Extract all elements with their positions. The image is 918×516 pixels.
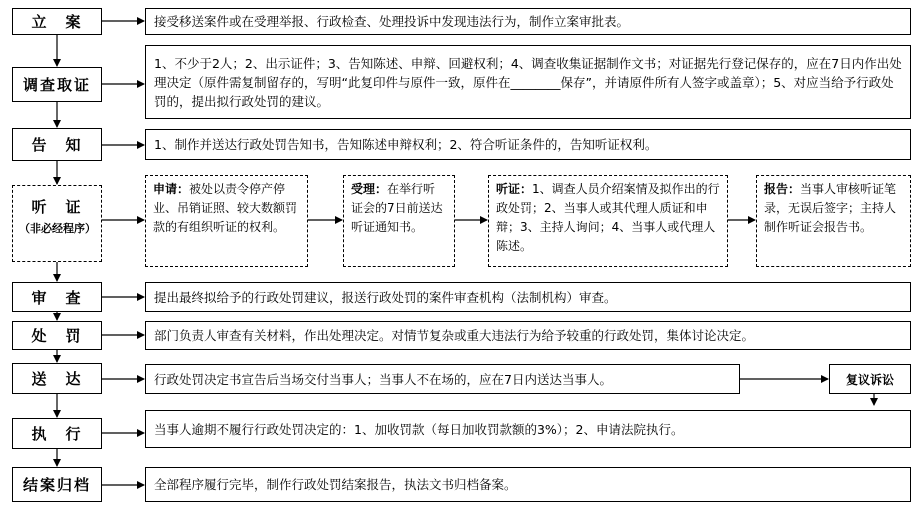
hearing-apply-head: 申请： — [153, 182, 190, 196]
desc-chufa: 部门负责人审查有关材料，作出处理决定。对情节复杂或重大违法行为给予较重的行政处罚，集体讨论决定。 — [145, 321, 911, 350]
review-litigation-box: 复议诉讼 — [829, 364, 911, 394]
step-diaocha: 调查取证 — [12, 67, 102, 102]
hearing-report-box — [756, 175, 911, 267]
tingzheng-note: （非必经程序） — [19, 222, 96, 235]
hearing-session-head: 听证： — [496, 182, 533, 196]
step-tingzheng — [12, 185, 102, 262]
step-songda: 送 达 — [12, 363, 102, 394]
hearing-session-box — [488, 175, 728, 267]
desc-zhixing: 当事人逾期不履行行政处罚决定的：1、加收罚款（每日加收罚款额的3%）；2、申请法院执行。 — [145, 410, 911, 448]
desc-gaozhi: 1、制作并送达行政处罚告知书，告知陈述申辩权利；2、符合听证条件的，告知听证权利。 — [145, 129, 911, 160]
step-chufa: 处 罚 — [12, 321, 102, 350]
hearing-accept-head: 受理： — [351, 182, 388, 196]
desc-lian: 接受移送案件或在受理举报、行政检查、处理投诉中发现违法行为，制作立案审批表。 — [145, 8, 911, 35]
hearing-apply-box — [145, 175, 308, 267]
hearing-session-text: 1、调查人员介绍案情及拟作出的行政处罚；2、当事人或其代理人质证和申辩；3、主持人询问；4、当事人或代理人陈述。 — [496, 182, 720, 253]
desc-songda: 行政处罚决定书宣告后当场交付当事人；当事人不在场的，应在7日内送达当事人。 — [145, 364, 740, 394]
hearing-accept-text: 在举行听证会的7日前送达听证通知书。 — [351, 182, 443, 234]
step-zhixing: 执 行 — [12, 418, 102, 449]
hearing-apply-text: 被处以责令停产停业、吊销证照、较大数额罚款的有组织听证的权利。 — [153, 182, 298, 234]
hearing-report-head: 报告： — [764, 182, 801, 196]
hearing-accept-box — [343, 175, 455, 267]
step-gaozhi: 告 知 — [12, 128, 102, 161]
step-lian: 立 案 — [12, 8, 102, 35]
tingzheng-label: 听 证 — [31, 198, 83, 216]
step-shencha: 审 查 — [12, 282, 102, 312]
desc-diaocha: 1、不少于2人；2、出示证件；3、告知陈述、申辩、回避权利；4、调查收集证据制作文书；对证据先行登记保存的，应在7日内作出处理决定（原件需复制留存的，写明“此复印件与原件一致，原件在________保存”，并请原件所有人签字或盖章）；5、对应当给予行政处罚的，提出拟行政处罚的建议。 — [145, 45, 911, 119]
desc-jiean: 全部程序履行完毕，制作行政处罚结案报告，执法文书归档备案。 — [145, 467, 911, 502]
step-jiean: 结案归档 — [12, 467, 102, 502]
desc-shencha: 提出最终拟给予的行政处罚建议，报送行政处罚的案件审查机构（法制机构）审查。 — [145, 282, 911, 312]
hearing-report-text: 当事人审核听证笔录，无误后签字；主持人制作听证会报告书。 — [764, 182, 897, 234]
